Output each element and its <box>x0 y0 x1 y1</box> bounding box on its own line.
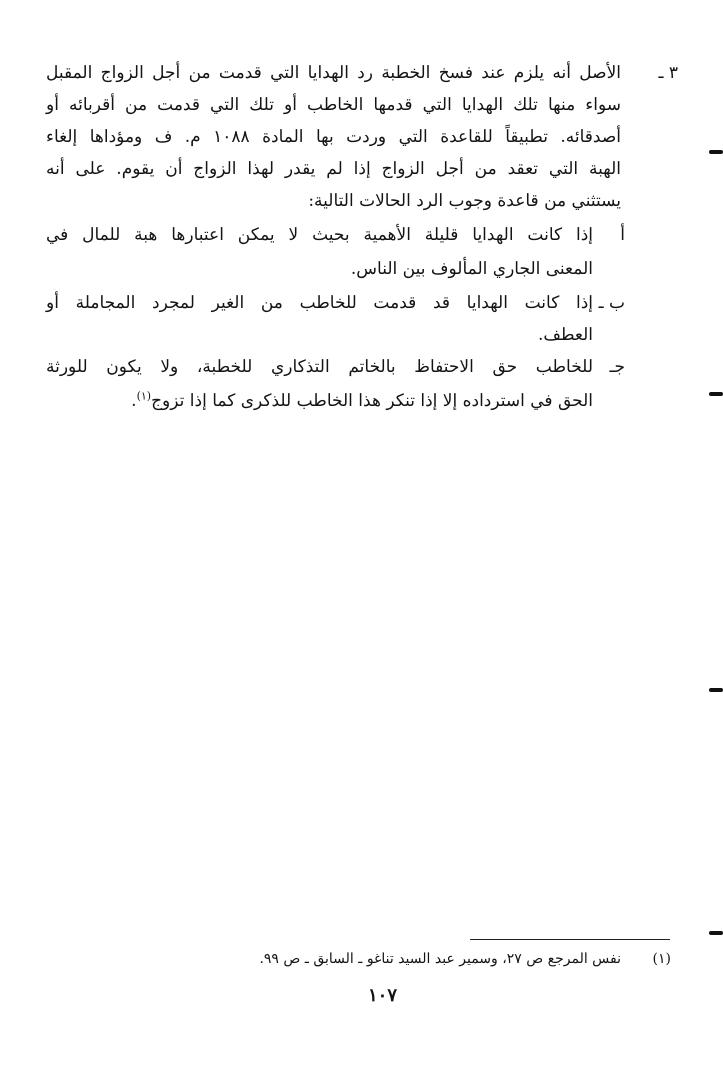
sub-item-line: العطف. <box>537 325 593 345</box>
sub-item-text: الحق في استرداده إلا إذا تنكر هذا الخاطب للذكرى كما إذا تزوج <box>151 391 593 411</box>
sub-item-line <box>46 390 593 412</box>
item-number: ٣ ـ <box>658 63 678 83</box>
sub-item-marker: أ <box>620 225 625 245</box>
footnote-separator <box>470 939 670 940</box>
paragraph-line: أصدقائه. تطبيقاً للقاعدة التي وردت بها المادة ١٠٨٨ م. ف ومؤداها إلغاء <box>46 127 622 147</box>
scan-edge-mark <box>709 150 723 154</box>
footnote-reference: (١) <box>136 389 152 403</box>
end-punctuation: . <box>131 391 137 411</box>
sub-item-line: إذا كانت الهدايا قد قدمت للخاطب من الغير لمجرد المجاملة أو <box>46 293 593 313</box>
scan-edge-mark <box>709 392 723 396</box>
paragraph-line: الأصل أنه يلزم عند فسخ الخطبة رد الهدايا التي قدمت من أجل الزواج المقبل <box>46 63 621 83</box>
scan-edge-mark <box>709 688 723 692</box>
sub-item-line: للخاطب حق الاحتفاظ بالخاتم التذكاري للخطبة، ولا يكون للورثة <box>46 357 593 377</box>
paragraph-line: سواء منها تلك الهدايا التي قدمها الخاطب أو تلك التي قدمت من أقربائه أو <box>46 95 622 115</box>
paragraph-line: الهبة التي تعقد من أجل الزواج إذا لم يقدر لهذا الزواج أن يقوم. على أنه <box>46 159 621 179</box>
footnote-number: (١) <box>652 951 671 967</box>
sub-item-line: إذا كانت الهدايا قليلة الأهمية بحيث لا يمكن اعتبارها هبة للمال في <box>46 225 593 245</box>
page-number: ١٠٧ <box>367 985 397 1006</box>
sub-item-line: المعنى الجاري المألوف بين الناس. <box>350 259 593 279</box>
sub-item-marker: جـ <box>609 357 625 377</box>
paragraph-line: يستثني من قاعدة وجوب الرد الحالات التالية: <box>308 191 621 211</box>
footnote-text: نفس المرجع ص ٢٧، وسمير عبد السيد تناغو ـ السابق ـ ص ٩٩. <box>259 951 621 967</box>
scan-edge-mark <box>709 931 723 935</box>
sub-item-marker: ب ـ <box>598 293 625 313</box>
